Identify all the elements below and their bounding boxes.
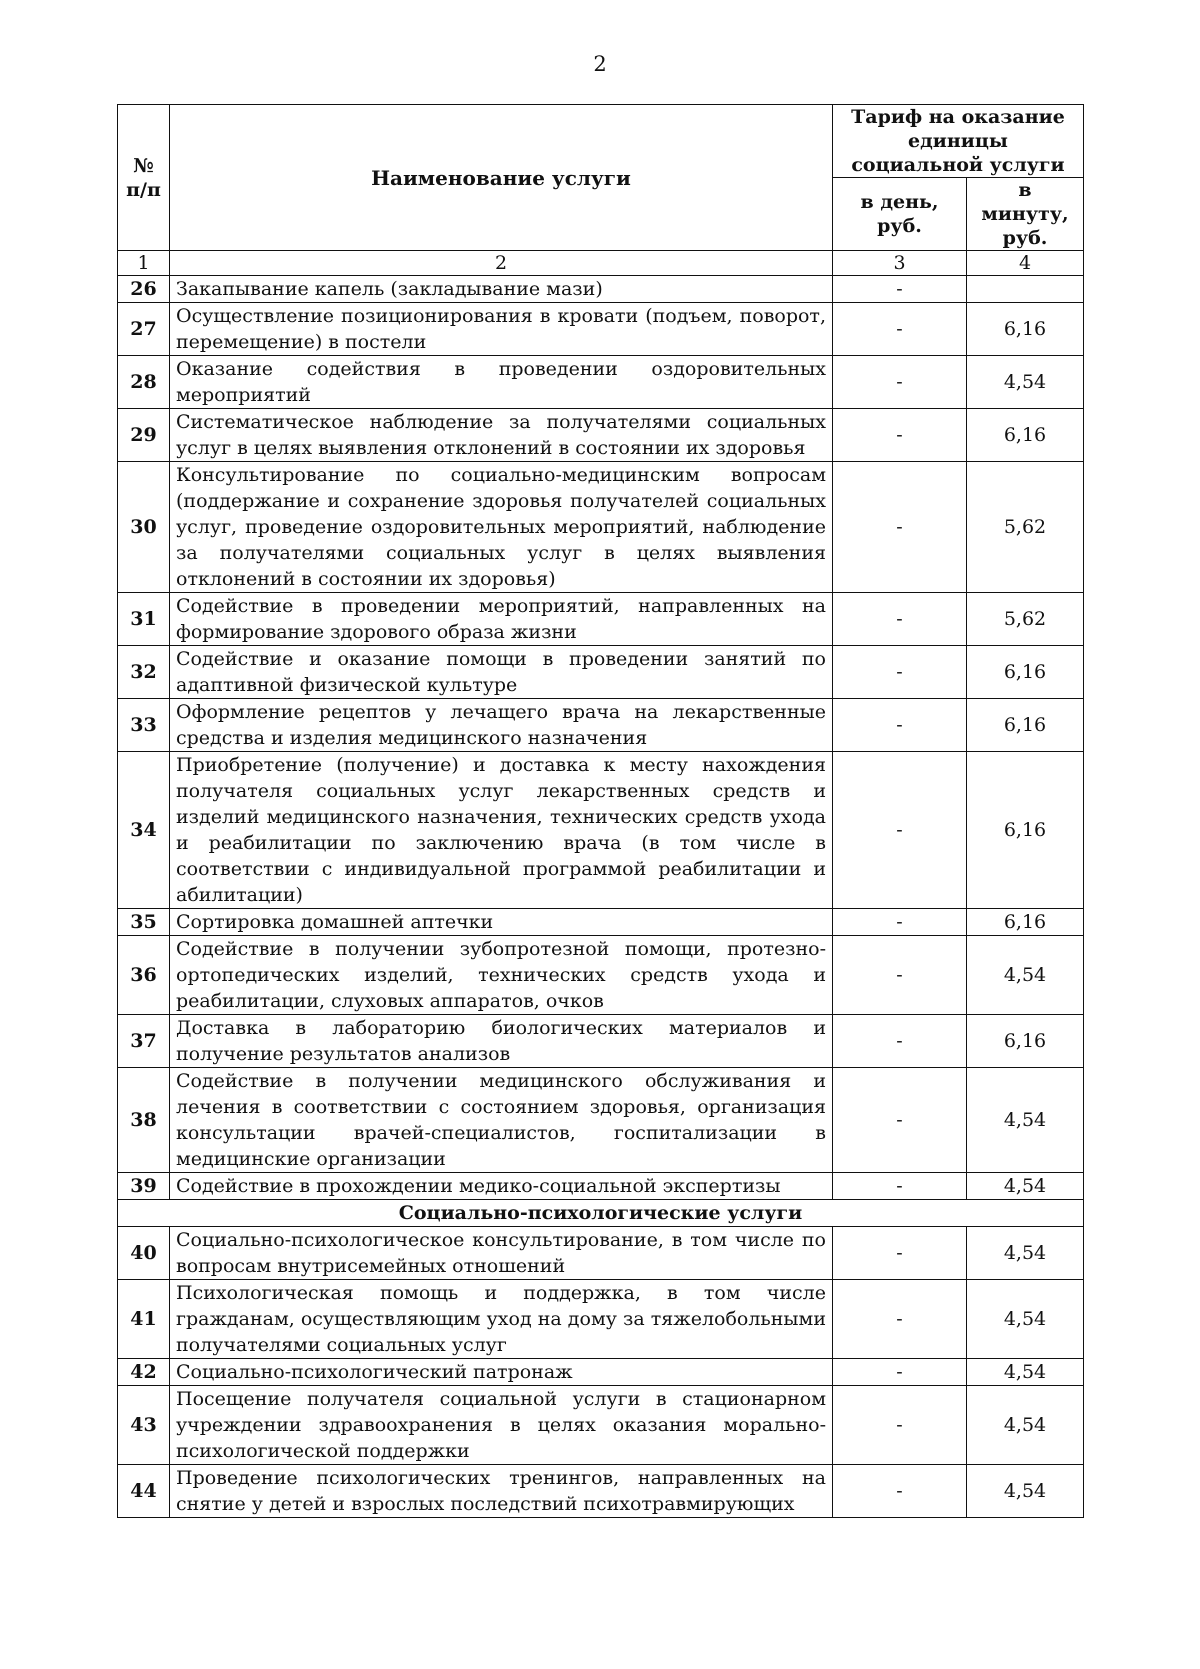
- header-number: № п/п: [118, 105, 170, 251]
- tariff-per-minute: 6,16: [967, 909, 1084, 936]
- table-row: [118, 276, 1084, 303]
- tariff-per-minute: [967, 276, 1084, 303]
- tariff-per-minute: 4,54: [967, 1280, 1084, 1359]
- header-service-name: Наименование услуги: [170, 105, 833, 251]
- table-row: [118, 1015, 1084, 1068]
- tariff-per-minute: 5,62: [967, 593, 1084, 646]
- service-name: Посещение получателя социальной услуги в стационарном учреждении здравоохранения в целях оказания морально-психологической поддержки: [170, 1386, 833, 1465]
- row-number: 38: [118, 1068, 170, 1173]
- row-number: 34: [118, 752, 170, 909]
- tariff-per-day: -: [833, 1386, 967, 1465]
- tariff-per-day: -: [833, 1280, 967, 1359]
- tariff-per-minute: 4,54: [967, 1173, 1084, 1200]
- row-number: 37: [118, 1015, 170, 1068]
- tariff-per-minute: 6,16: [967, 646, 1084, 699]
- table-row: [118, 1068, 1084, 1173]
- tariff-per-minute: 5,62: [967, 462, 1084, 593]
- service-name: Содействие в прохождении медико-социальной экспертизы: [170, 1173, 833, 1200]
- row-number: 30: [118, 462, 170, 593]
- row-number: 26: [118, 276, 170, 303]
- table-row: [118, 462, 1084, 593]
- row-number: 31: [118, 593, 170, 646]
- tariff-per-day: -: [833, 409, 967, 462]
- service-name: Закапывание капель (закладывание мази): [170, 276, 833, 303]
- tariff-per-day: -: [833, 752, 967, 909]
- row-number: 44: [118, 1465, 170, 1518]
- tariff-per-minute: 6,16: [967, 699, 1084, 752]
- column-index: 1: [118, 251, 170, 276]
- table-header-row: [118, 105, 1084, 178]
- tariff-per-day: -: [833, 1173, 967, 1200]
- row-number: 28: [118, 356, 170, 409]
- table-row: [118, 699, 1084, 752]
- tariff-per-minute: 4,54: [967, 1359, 1084, 1386]
- service-name: Осуществление позиционирования в кровати (подъем, поворот, перемещение) в постели: [170, 303, 833, 356]
- tariff-per-day: -: [833, 356, 967, 409]
- row-number: 43: [118, 1386, 170, 1465]
- table-row: [118, 909, 1084, 936]
- tariff-per-day: -: [833, 699, 967, 752]
- tariff-per-day: -: [833, 1465, 967, 1518]
- table-row: [118, 303, 1084, 356]
- tariff-per-day: -: [833, 303, 967, 356]
- tariff-per-minute: 6,16: [967, 1015, 1084, 1068]
- header-tariff: Тариф на оказание единицы социальной услуги: [833, 105, 1084, 178]
- row-number: 35: [118, 909, 170, 936]
- table-row: [118, 593, 1084, 646]
- row-number: 41: [118, 1280, 170, 1359]
- service-name: Оказание содействия в проведении оздоровительных мероприятий: [170, 356, 833, 409]
- service-name: Содействие в получении медицинского обслуживания и лечения в соответствии с состоянием здоровья, организация консультации врачей-специалистов, госпитализации в медицинские организации: [170, 1068, 833, 1173]
- tariff-per-day: -: [833, 462, 967, 593]
- tariff-per-minute: 4,54: [967, 1068, 1084, 1173]
- service-name: Приобретение (получение) и доставка к месту нахождения получателя социальных услуг лекарственных средств и изделий медицинского назначения, технических средств ухода и реабилитации по заключению врача (в том числе в соответствии с индивидуальной программой реабилитации и абилитации): [170, 752, 833, 909]
- row-number: 32: [118, 646, 170, 699]
- tariff-per-day: -: [833, 1359, 967, 1386]
- service-name: Социально-психологический патронаж: [170, 1359, 833, 1386]
- service-name: Содействие в получении зубопротезной помощи, протезно-ортопедических изделий, технических средств ухода и реабилитации, слуховых аппаратов, очков: [170, 936, 833, 1015]
- section-title: Социально-психологические услуги: [118, 1200, 1084, 1227]
- tariff-per-minute: 6,16: [967, 752, 1084, 909]
- service-name: Оформление рецептов у лечащего врача на лекарственные средства и изделия медицинского назначения: [170, 699, 833, 752]
- tariff-per-minute: 4,54: [967, 356, 1084, 409]
- column-index: 4: [967, 251, 1084, 276]
- page-number: 2: [593, 52, 607, 76]
- column-index: 3: [833, 251, 967, 276]
- service-name: Доставка в лабораторию биологических материалов и получение результатов анализов: [170, 1015, 833, 1068]
- table-row: [118, 1173, 1084, 1200]
- table-row: [118, 1227, 1084, 1280]
- service-name: Психологическая помощь и поддержка, в том числе гражданам, осуществляющим уход на дому за тяжелобольными получателями социальных услуг: [170, 1280, 833, 1359]
- table-row: [118, 1280, 1084, 1359]
- table-row: [118, 1359, 1084, 1386]
- row-number: 42: [118, 1359, 170, 1386]
- column-index: 2: [170, 251, 833, 276]
- tariff-per-minute: 4,54: [967, 1386, 1084, 1465]
- service-name: Систематическое наблюдение за получателями социальных услуг в целях выявления отклонений в состоянии их здоровья: [170, 409, 833, 462]
- service-name: Проведение психологических тренингов, направленных на снятие у детей и взрослых последствий психотравмирующих: [170, 1465, 833, 1518]
- section-row: [118, 1200, 1084, 1227]
- service-name: Сортировка домашней аптечки: [170, 909, 833, 936]
- service-name: Содействие в проведении мероприятий, направленных на формирование здорового образа жизни: [170, 593, 833, 646]
- table-row: [118, 409, 1084, 462]
- table-row: [118, 752, 1084, 909]
- service-name: Социально-психологическое консультирование, в том числе по вопросам внутрисемейных отношений: [170, 1227, 833, 1280]
- tariff-table: [117, 104, 1084, 1518]
- tariff-per-minute: 6,16: [967, 409, 1084, 462]
- tariff-per-day: -: [833, 1068, 967, 1173]
- tariff-per-day: -: [833, 909, 967, 936]
- tariff-per-minute: 4,54: [967, 1227, 1084, 1280]
- row-number: 29: [118, 409, 170, 462]
- row-number: 33: [118, 699, 170, 752]
- header-per-day: в день, руб.: [833, 178, 967, 251]
- row-number: 36: [118, 936, 170, 1015]
- column-index-row: [118, 251, 1084, 276]
- row-number: 27: [118, 303, 170, 356]
- row-number: 40: [118, 1227, 170, 1280]
- tariff-per-day: -: [833, 1227, 967, 1280]
- tariff-per-day: -: [833, 593, 967, 646]
- table-row: [118, 1386, 1084, 1465]
- tariff-per-day: -: [833, 1015, 967, 1068]
- table-row: [118, 936, 1084, 1015]
- tariff-per-day: -: [833, 646, 967, 699]
- table-row: [118, 1465, 1084, 1518]
- table-row: [118, 646, 1084, 699]
- tariff-per-minute: 4,54: [967, 1465, 1084, 1518]
- header-per-minute: в минуту, руб.: [967, 178, 1084, 251]
- tariff-per-minute: 6,16: [967, 303, 1084, 356]
- tariff-per-day: -: [833, 276, 967, 303]
- tariff-per-minute: 4,54: [967, 936, 1084, 1015]
- row-number: 39: [118, 1173, 170, 1200]
- tariff-per-day: -: [833, 936, 967, 1015]
- table-row: [118, 356, 1084, 409]
- service-name: Консультирование по социально-медицинским вопросам (поддержание и сохранение здоровья получателей социальных услуг, проведение оздоровительных мероприятий, наблюдение за получателями социальных услуг в целях выявления отклонений в состоянии их здоровья): [170, 462, 833, 593]
- service-name: Содействие и оказание помощи в проведении занятий по адаптивной физической культуре: [170, 646, 833, 699]
